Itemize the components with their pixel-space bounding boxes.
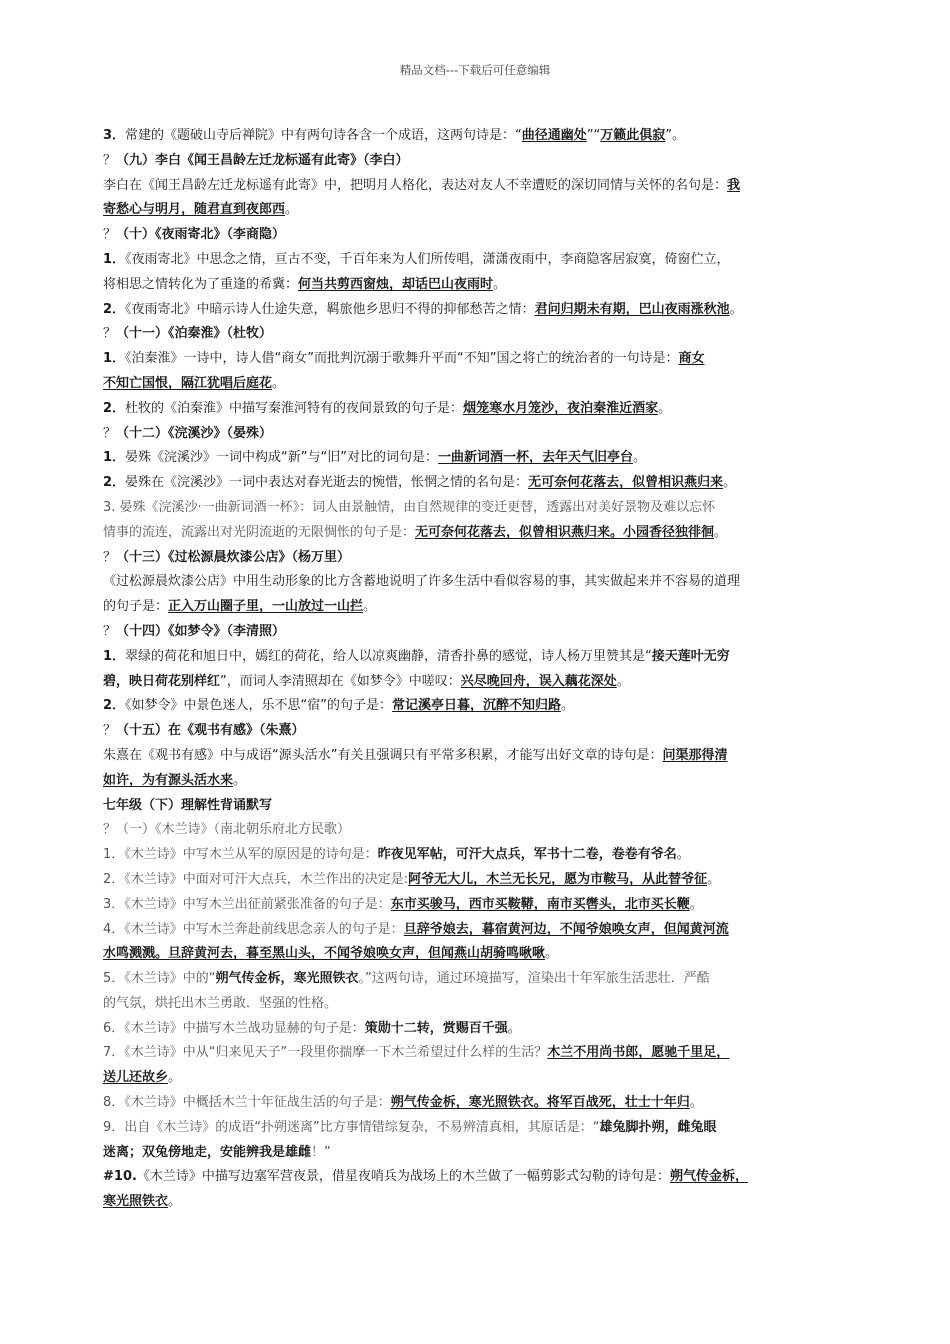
answer-text: 如许，为有源头活水来 xyxy=(103,772,234,788)
answer-text: 朔气传金柝，寒光照铁衣。将军百战死，壮士十年归 xyxy=(390,1095,690,1111)
bold-text: 昨夜见军帖，可汗大点兵，军书十二卷，卷卷有爷名 xyxy=(377,847,677,863)
text-line xyxy=(103,372,807,397)
text-line xyxy=(103,322,807,347)
bold-text: 七年级（下）理解性背诵默写 xyxy=(103,797,273,813)
bold-text: 2． xyxy=(103,301,126,317)
answer-text: 商女 xyxy=(678,351,705,367)
bold-text: #10. xyxy=(103,1169,137,1185)
line-text: ”。 xyxy=(665,128,686,143)
text-line xyxy=(103,496,807,521)
answer-text: 兴尽晚回舟，误入藕花深处 xyxy=(460,673,617,689)
line-text: ？ xyxy=(103,326,117,342)
text-line xyxy=(103,1165,807,1190)
text-line xyxy=(103,868,807,893)
answer-text: 无可奈何花落去，似曾相识燕归来 xyxy=(528,475,724,491)
text-line xyxy=(103,1017,807,1042)
bold-text: 1． xyxy=(103,251,126,267)
answer-text: 常记溪亭日暮，沉醉不知归路 xyxy=(392,698,562,714)
line-text: 4．《木兰诗》中写木兰奔赴前线思念亲人的句子是： xyxy=(103,921,404,937)
text-line xyxy=(103,918,807,943)
line-text: 《木兰诗》中描写边塞军营夜景，借星夜哨兵为战场上的木兰做了一幅剪影式勾勒的诗句是： xyxy=(136,1169,670,1185)
line-text: 。 xyxy=(658,400,672,416)
line-text: 3. 晏殊《浣溪沙·一曲新词酒一杯》：词人由景触情，由自然规律的变迁更替，透露出对美好景物及难以忘怀 xyxy=(103,499,716,515)
bold-text: 接天莲叶无穷 xyxy=(651,648,730,664)
bold-text: 2． xyxy=(103,698,126,714)
line-text: 5．《木兰诗》中的“ xyxy=(103,971,216,987)
answer-text: 曲径通幽处 xyxy=(521,128,587,143)
line-text: 。 xyxy=(729,301,743,317)
line-text: 6．《木兰诗》中描写木兰战功显赫的句子是： xyxy=(103,1020,365,1036)
bold-text: 1． xyxy=(103,450,126,466)
line-text: 《泊秦淮》一诗中，诗人借“商女”而批判沉溺于歌舞升平而“不知”国之将亡的统治者的一句诗是： xyxy=(125,351,679,367)
text-line xyxy=(103,942,807,967)
bold-text: 1． xyxy=(103,648,126,664)
text-line xyxy=(103,1066,807,1091)
line-text: 7．《木兰诗》中从“归来见天子”一段里你揣摩一下木兰希望过什么样的生活？ xyxy=(103,1045,548,1061)
bold-text: 1． xyxy=(103,351,126,367)
text-line xyxy=(103,446,807,471)
line-text: 的气氛，烘托出木兰勇敢．坚强的性格。 xyxy=(103,995,338,1011)
answer-text: 一曲新词酒一杯，去年天气旧亭台 xyxy=(438,450,634,466)
answer-text: 无可奈何花落去，似曾相识燕归来。小园香径独徘徊 xyxy=(415,524,715,540)
answer-text: 君问归期未有期，巴山夜雨涨秋池 xyxy=(534,301,730,317)
bold-text: （十五）在《观书有感》（朱熹） xyxy=(116,723,305,739)
line-text: 。 xyxy=(545,946,559,962)
text-line xyxy=(103,1041,807,1066)
text-line xyxy=(103,620,807,645)
line-text: ？ xyxy=(103,227,117,243)
text-line xyxy=(103,694,807,719)
line-text: 李白在《闻王昌龄左迁龙标遥有此寄》中，把明月人格化，表达对友人不幸遭贬的深切同情与关怀的名句是： xyxy=(103,177,728,193)
answer-text: 东市买骏马，西市买鞍鞯，南市买辔头，北市买长鞭 xyxy=(390,896,690,912)
answer-text: 我 xyxy=(727,177,741,193)
line-text: 。 xyxy=(723,475,737,491)
line-text: 。 xyxy=(633,450,647,466)
answer-text: 不知亡国恨，隔江犹唱后庭花 xyxy=(103,375,273,391)
line-text: ？ xyxy=(103,623,117,639)
text-line xyxy=(103,843,807,868)
answer-text: 烟笼寒水月笼沙，夜泊秦淮近酒家 xyxy=(463,400,659,416)
text-line xyxy=(103,719,807,744)
answer-text: 送儿还故乡 xyxy=(103,1070,169,1086)
text-line xyxy=(103,546,807,571)
line-text: 。 xyxy=(676,847,690,863)
line-text: ？（一）《木兰诗》（南北朝乐府北方民歌） xyxy=(103,822,351,838)
text-line xyxy=(103,273,807,298)
text-line xyxy=(103,223,807,248)
line-text: 情事的流连，流露出对光阴流逝的无限惆怅的句子是： xyxy=(103,524,416,540)
document-body xyxy=(103,124,807,1215)
text-line xyxy=(103,174,807,199)
text-line xyxy=(103,992,807,1017)
text-line xyxy=(103,794,807,819)
page-header: 精品文档---下载后可任意编辑 xyxy=(399,63,551,77)
line-text: 。 xyxy=(689,896,703,912)
line-text: 常建的《题破山寺后禅院》中有两句诗各含一个成语，这两句诗是：“ xyxy=(125,128,522,143)
text-line xyxy=(103,769,807,794)
answer-text: 寄愁心与明月，随君直到夜郎西 xyxy=(103,202,286,218)
text-line xyxy=(103,744,807,769)
line-text: ？ xyxy=(103,425,117,441)
bold-text: （十一）《泊秦淮》（杜牧） xyxy=(116,326,273,342)
line-text: 杜牧的《泊秦淮》中描写秦淮河特有的夜间景致的句子是： xyxy=(125,400,464,416)
bold-text: （十二）《浣溪沙》（晏殊） xyxy=(116,425,273,441)
bold-text: （十）《夜雨寄北》（李商隐） xyxy=(116,227,286,243)
bold-text: 雄兔脚扑朔，雌兔眼 xyxy=(599,1119,717,1135)
text-line xyxy=(103,149,807,174)
line-text: 。 xyxy=(493,276,507,292)
text-line xyxy=(103,893,807,918)
text-line xyxy=(103,818,807,843)
text-line xyxy=(103,124,807,149)
line-text: ”，而词人李清照却在《如梦令》中嗟叹： xyxy=(220,673,461,689)
answer-text: 正入万山圈子里，一山放过一山拦 xyxy=(168,599,364,615)
answer-text: 水鸣溅溅。旦辞黄河去，暮至黑山头，不闻爷娘唤女声，但闻燕山胡骑鸣啾啾 xyxy=(103,946,546,962)
line-text: 。 xyxy=(507,1020,521,1036)
line-text: 。 xyxy=(285,202,299,218)
text-line xyxy=(103,521,807,546)
bold-text: （九）李白《闻王昌龄左迁龙标遥有此寄》（李白） xyxy=(116,152,409,168)
text-line xyxy=(103,298,807,323)
line-text: 《夜雨寄北》中暗示诗人仕途失意，羁旅他乡思归不得的抑郁愁苦之情： xyxy=(125,301,535,317)
text-line xyxy=(103,1091,807,1116)
text-line xyxy=(103,670,807,695)
line-text: ？ xyxy=(103,152,117,168)
line-text: 的句子是： xyxy=(103,599,169,615)
text-line xyxy=(103,967,807,992)
bold-text: 迷离；双兔傍地走，安能辨我是雄雌 xyxy=(103,1144,312,1160)
text-line xyxy=(103,397,807,422)
answer-text: 万籁此俱寂 xyxy=(600,128,666,143)
text-line xyxy=(103,198,807,223)
text-line xyxy=(103,422,807,447)
line-text: 翠绿的荷花和旭日中，嫣红的荷花，给人以凉爽幽静，清香扑鼻的感觉，诗人杨万里赞其是“ xyxy=(125,648,652,664)
line-text: 。 xyxy=(272,375,286,391)
line-text: 1．《木兰诗》中写木兰从军的原因是的诗句是： xyxy=(103,847,378,863)
bold-text: （十四）《如梦令》（李清照） xyxy=(116,623,286,639)
text-line xyxy=(103,570,807,595)
bold-text: 朔气传金柝，寒光照铁衣 xyxy=(215,971,359,987)
answer-text: 寒光照铁衣 xyxy=(103,1194,169,1210)
answer-text: 朔气传金柝， xyxy=(669,1169,748,1185)
line-text: 。 xyxy=(689,1095,703,1111)
answer-text: 何当共剪西窗烛，却话巴山夜雨时 xyxy=(298,276,494,292)
text-line xyxy=(103,1116,807,1141)
answer-text: 阿爷无大儿，木兰无长兄，愿为市鞍马，从此替爷征 xyxy=(408,871,708,887)
answer-text: 木兰不用尚书郎，愿驰千里足， xyxy=(547,1045,730,1061)
bold-text: （十三）《过松源晨炊漆公店》（杨万里） xyxy=(116,549,351,565)
line-text: 《过松源晨炊漆公店》中用生动形象的比方含蓄地说明了许多生活中看似容易的事，其实做起来并不容易的道理 xyxy=(103,574,741,590)
line-text: 。 xyxy=(363,599,377,615)
line-text: ？ xyxy=(103,549,117,565)
line-text: 。 xyxy=(561,698,575,714)
text-line xyxy=(103,248,807,273)
line-text: 。 xyxy=(616,673,630,689)
bold-text: 策勋十二转，赏赐百千强 xyxy=(364,1020,508,1036)
line-text: 。 xyxy=(714,524,728,540)
bold-text: 2． xyxy=(103,400,126,416)
line-text: 。 xyxy=(168,1194,182,1210)
line-text: ！” xyxy=(311,1144,331,1160)
bold-text: 2． xyxy=(103,475,126,491)
line-text: 2．《木兰诗》中面对可汗大点兵，木兰作出的决定是: xyxy=(103,871,409,887)
answer-text: 旦辞爷娘去，暮宿黄河边，不闻爷娘唤女声，但闻黄河流 xyxy=(403,921,729,937)
line-text: 。 xyxy=(168,1070,182,1086)
line-text: 《夜雨寄北》中思念之情，亘古不变，千百年来为人们所传唱，潇潇夜雨中，李商隐客居寂寞，倚窗伫立， xyxy=(125,251,730,267)
text-line xyxy=(103,595,807,620)
line-text: 。”这两句诗，通过环境描写，渲染出十年军旅生活悲壮．严酷 xyxy=(358,971,710,987)
line-text: 。 xyxy=(707,871,721,887)
answer-text: 问渠那得清 xyxy=(662,747,728,763)
line-text: ”“ xyxy=(586,128,601,143)
bold-text: 碧，映日荷花别样红 xyxy=(103,673,221,689)
line-text: 晏殊《浣溪沙》一词中构成“新”与“旧”对比的词句是： xyxy=(125,450,438,466)
bold-text: 3． xyxy=(103,128,126,143)
line-text: ？ xyxy=(103,723,117,739)
text-line xyxy=(103,347,807,372)
line-text: 将相思之情转化为了重逢的希冀： xyxy=(103,276,299,292)
line-text: 晏殊在《浣溪沙》一词中表达对春光逝去的惋惜，怅惘之情的名句是： xyxy=(125,475,529,491)
text-line xyxy=(103,1141,807,1166)
line-text: 9．出自《木兰诗》的成语“扑朔迷离”比方事情错综复杂，不易辨清真相，其原话是：“ xyxy=(103,1119,600,1135)
text-line xyxy=(103,471,807,496)
line-text: 《如梦令》中景色迷人，乐不思“宿”的句子是： xyxy=(125,698,393,714)
text-line xyxy=(103,645,807,670)
line-text: 。 xyxy=(233,772,247,788)
line-text: 8．《木兰诗》中概括木兰十年征战生活的句子是： xyxy=(103,1095,391,1111)
line-text: 3．《木兰诗》中写木兰出征前紧张准备的句子是： xyxy=(103,896,391,912)
text-line xyxy=(103,1190,807,1215)
line-text: 朱熹在《观书有感》中与成语“源头活水”有关且强调只有平常多积累，才能写出好文章的诗句是： xyxy=(103,747,663,763)
